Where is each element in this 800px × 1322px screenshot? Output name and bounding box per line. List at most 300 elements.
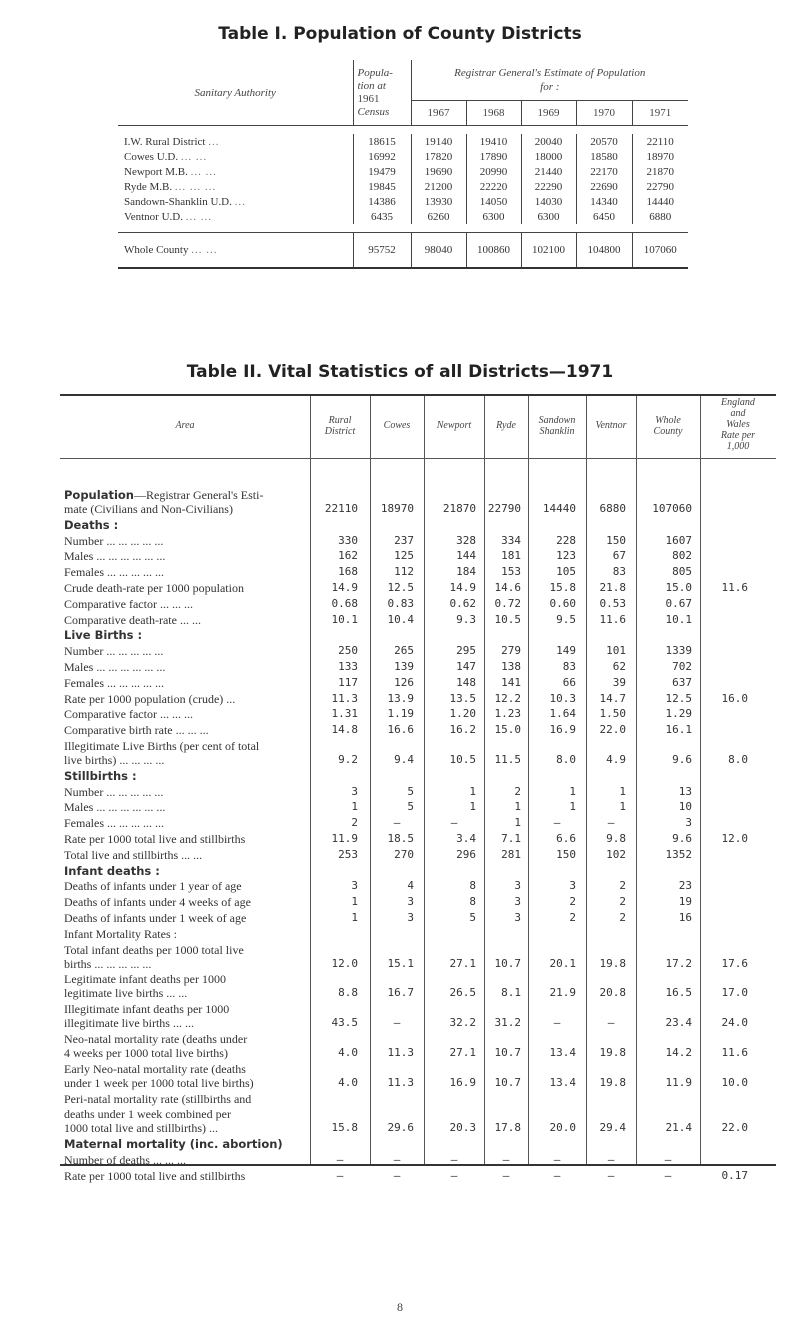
population-value: 14340 xyxy=(576,194,632,209)
cell-value: 295 xyxy=(456,644,476,658)
section-header xyxy=(60,864,776,878)
row-label: Rate per 1000 total live and stillbirths xyxy=(64,832,246,846)
cell-value: 126 xyxy=(394,675,414,689)
cell-value: 2 xyxy=(569,911,576,924)
table-row xyxy=(60,986,776,1000)
cell-value: 4.0 xyxy=(338,1046,358,1059)
cell-value: 101 xyxy=(606,644,626,658)
cell-value: 15.0 xyxy=(494,723,521,737)
cell-value: 32.2 xyxy=(449,1016,476,1030)
leader-dots: ... xyxy=(208,135,220,148)
cell-value: 138 xyxy=(501,660,521,673)
cell-value: 5 xyxy=(407,784,414,798)
cell-value: 11.3 xyxy=(387,1075,414,1089)
vital-statistics-table xyxy=(60,394,776,1183)
cell-value: — xyxy=(393,1153,401,1166)
table-row xyxy=(60,1169,776,1183)
cell-value: 1.23 xyxy=(494,707,521,721)
cell-value: 67 xyxy=(612,549,626,563)
table-row xyxy=(60,644,776,658)
cell-value: 1.64 xyxy=(549,707,576,721)
cell-value: 15.1 xyxy=(387,956,414,970)
cell-value: 112 xyxy=(394,565,414,579)
cell-value: 11.6 xyxy=(721,581,748,594)
population-value: 19845 xyxy=(353,179,411,194)
cell-value: 11.6 xyxy=(599,612,626,626)
cell-value: 1339 xyxy=(665,644,692,658)
cell-value: 26.5 xyxy=(449,986,476,1000)
table2-title: Table II. Vital Statistics of all Districts—1971 xyxy=(186,362,614,382)
cell-value: 1 xyxy=(351,800,358,814)
cell-value: 8.1 xyxy=(501,986,521,1000)
header-column-line: Ryde xyxy=(496,420,516,431)
table-row xyxy=(60,785,776,799)
population-value: 22290 xyxy=(521,179,576,194)
header-column-line: Newport xyxy=(436,420,472,431)
cell-value: 23 xyxy=(678,879,692,893)
cell-value: — xyxy=(502,1153,510,1166)
table-row xyxy=(60,911,776,925)
row-label: 4 weeks per 1000 total live births) xyxy=(64,1046,228,1060)
cell-value: 11.6 xyxy=(721,1046,748,1059)
table-row xyxy=(60,816,776,830)
cell-value: 21.4 xyxy=(665,1121,692,1135)
population-value: 104800 xyxy=(576,233,632,269)
population-value: 6300 xyxy=(521,209,576,224)
table-row xyxy=(60,1092,776,1106)
cell-value: 805 xyxy=(672,565,692,579)
cell-value: 253 xyxy=(338,847,358,861)
table-row xyxy=(60,1062,776,1076)
cell-value: — xyxy=(607,1153,615,1166)
cell-value: 125 xyxy=(394,549,414,563)
cell-value: 3 xyxy=(514,879,521,893)
population-value: 95752 xyxy=(353,233,411,269)
cell-value: 4 xyxy=(407,879,414,893)
cell-value: 1 xyxy=(619,800,626,814)
row-label: Infant Mortality Rates : xyxy=(64,926,177,941)
cell-value: — xyxy=(553,1153,561,1166)
cell-value: 2 xyxy=(514,784,521,798)
cell-value: 12.0 xyxy=(331,956,358,970)
page-number: 8 xyxy=(397,1300,403,1314)
cell-value: 105 xyxy=(556,565,576,579)
table-row xyxy=(60,488,776,502)
population-value: 14030 xyxy=(521,194,576,209)
table-row xyxy=(60,660,776,674)
population-value: 6260 xyxy=(411,209,466,224)
cell-value: 2 xyxy=(619,911,626,924)
cell-value: 10.1 xyxy=(665,612,692,626)
cell-value: 13.9 xyxy=(387,691,414,705)
authority-name: I.W. Rural District xyxy=(124,135,209,148)
row-label: Females ... ... ... ... ... xyxy=(64,675,164,690)
table-row xyxy=(60,927,776,941)
cell-value: 14.2 xyxy=(665,1046,692,1059)
table-row xyxy=(60,723,776,737)
table-row xyxy=(60,1046,776,1060)
cell-value: 14.7 xyxy=(599,691,626,705)
table-row xyxy=(60,1107,776,1121)
row-label: under 1 week per 1000 total live births) xyxy=(64,1075,254,1090)
population-value: 21440 xyxy=(521,164,576,179)
cell-value: 702 xyxy=(672,660,692,673)
cell-value: — xyxy=(450,1153,458,1166)
table-row xyxy=(60,832,776,846)
cell-value: — xyxy=(336,1153,344,1166)
authority-name: Ryde M.B. xyxy=(124,180,175,193)
cell-value: 8 xyxy=(469,879,476,893)
cell-value: 1607 xyxy=(665,533,692,547)
header-column-line: England xyxy=(721,397,755,408)
header-column-line: Whole xyxy=(655,415,681,426)
table1-title: Table I. Population of County Districts xyxy=(218,24,582,44)
cell-value: 11.3 xyxy=(387,1046,414,1059)
header-column-line: Sandown xyxy=(538,415,576,426)
cell-value: 1 xyxy=(619,784,626,798)
population-value: 6300 xyxy=(466,209,521,224)
table-row xyxy=(60,800,776,814)
cell-value: 11.9 xyxy=(665,1075,692,1089)
cell-value: 2 xyxy=(619,879,626,893)
cell-value: 16.7 xyxy=(387,986,414,1000)
cell-value: 637 xyxy=(672,675,692,689)
row-label: Neo-natal mortality rate (deaths under xyxy=(64,1032,248,1046)
header-year-1970: 1970 xyxy=(576,101,632,126)
header-column xyxy=(586,420,636,431)
cell-value: 16.0 xyxy=(721,691,748,705)
cell-value: 149 xyxy=(556,644,576,658)
row-label: mate (Civilians and Non-Civilians) xyxy=(64,502,233,516)
population-value: 18615 xyxy=(353,134,411,149)
cell-value: 66 xyxy=(562,675,576,689)
cell-value: 141 xyxy=(501,675,521,689)
cell-value: 133 xyxy=(338,660,358,673)
cell-value: 330 xyxy=(338,533,358,547)
table-row xyxy=(60,753,776,767)
cell-value: 279 xyxy=(501,644,521,658)
population-value: 14050 xyxy=(466,194,521,209)
header-area: Area xyxy=(175,420,195,431)
population-value: 22110 xyxy=(632,134,688,149)
row-label: Females ... ... ... ... ... xyxy=(64,565,164,580)
population-value: 22790 xyxy=(632,179,688,194)
cell-value: 16 xyxy=(678,911,692,924)
cell-value: 8.0 xyxy=(556,753,576,766)
table-row xyxy=(60,972,776,986)
cell-value: — xyxy=(502,1168,510,1182)
population-value: 17820 xyxy=(411,149,466,164)
cell-value: 16.2 xyxy=(449,723,476,737)
header-pop-line1: Popula- xyxy=(357,66,393,79)
cell-value: — xyxy=(553,1016,561,1030)
cell-value: 9.2 xyxy=(338,753,358,766)
cell-value: 0.67 xyxy=(665,596,692,610)
cell-value: 19.8 xyxy=(599,1075,626,1089)
cell-value: 4.0 xyxy=(338,1075,358,1089)
cell-value: 21.9 xyxy=(549,986,576,1000)
table-row xyxy=(60,692,776,706)
row-label: Females ... ... ... ... ... xyxy=(64,816,164,831)
population-value: 19140 xyxy=(411,134,466,149)
cell-value: 31.2 xyxy=(494,1016,521,1030)
cell-value: 802 xyxy=(672,549,692,563)
population-value: 16992 xyxy=(353,149,411,164)
header-column xyxy=(424,420,484,431)
row-label: Number ... ... ... ... ... xyxy=(64,533,164,548)
cell-value: — xyxy=(607,1168,615,1182)
leader-dots: ... ... xyxy=(185,210,212,223)
section-header xyxy=(60,628,776,642)
row-label: Total infant deaths per 1000 total live xyxy=(64,942,244,957)
cell-value: 1352 xyxy=(665,847,692,861)
cell-value: 22.0 xyxy=(721,1121,748,1135)
cell-value: 9.4 xyxy=(394,753,414,766)
cell-value: 9.3 xyxy=(456,612,476,626)
cell-value: 1 xyxy=(569,800,576,814)
cell-value: 3 xyxy=(514,895,521,909)
cell-value: 18.5 xyxy=(387,832,414,845)
authority-name: Newport M.B. xyxy=(124,165,191,178)
cell-value: 15.0 xyxy=(665,581,692,594)
table-row xyxy=(60,597,776,611)
cell-value: 11.5 xyxy=(494,753,521,766)
cell-value: 83 xyxy=(612,565,626,579)
header-estimate-line1: Registrar General's Estimate of Population xyxy=(454,67,646,79)
cell-value: 9.6 xyxy=(672,832,692,845)
leader-dots: ... ... xyxy=(190,165,217,178)
table-row xyxy=(60,1016,776,1030)
cell-value: — xyxy=(393,816,401,830)
cell-value: 16.1 xyxy=(665,723,692,737)
header-year-1967: 1967 xyxy=(411,101,466,126)
cell-value: 10.3 xyxy=(549,691,576,705)
header-year-1968: 1968 xyxy=(466,101,521,126)
cell-value: 0.60 xyxy=(549,596,576,610)
header-sanitary-authority: Sanitary Authority xyxy=(118,60,353,126)
cell-value: 7.1 xyxy=(501,832,521,845)
cell-value: 10.0 xyxy=(721,1075,748,1089)
row-label: births ... ... ... ... ... xyxy=(64,956,152,971)
row-authority-name xyxy=(118,149,353,164)
cell-value: 14.9 xyxy=(449,581,476,594)
header-pop-line3: 1961 xyxy=(357,92,380,105)
cell-value: 265 xyxy=(394,644,414,658)
cell-value: 1 xyxy=(514,816,521,830)
table-row xyxy=(60,1121,776,1135)
header-column xyxy=(636,415,700,437)
table-row xyxy=(118,179,688,194)
row-label: Deaths : xyxy=(64,517,119,532)
cell-value: 0.72 xyxy=(494,596,521,610)
row-label: Deaths of infants under 1 year of age xyxy=(64,879,242,894)
row-label: Rate per 1000 population (crude) ... xyxy=(64,691,236,706)
cell-value: 13 xyxy=(678,784,692,798)
cell-value: 17.8 xyxy=(494,1121,521,1135)
row-label: legitimate live births ... ... xyxy=(64,986,188,1001)
cell-value: 139 xyxy=(394,660,414,673)
cell-value: 10 xyxy=(678,800,692,814)
cell-value: 237 xyxy=(394,533,414,547)
row-label: Males ... ... ... ... ... ... xyxy=(64,800,166,815)
cell-value: 8.0 xyxy=(728,753,748,766)
cell-value: — xyxy=(450,816,458,830)
cell-value: 8 xyxy=(469,895,476,909)
table-row xyxy=(60,895,776,909)
cell-value: 281 xyxy=(501,847,521,861)
row-label: Comparative death-rate ... ... xyxy=(64,612,201,627)
cell-value: 147 xyxy=(456,660,476,673)
cell-value: 15.8 xyxy=(549,581,576,594)
cell-value: 102 xyxy=(606,847,626,861)
row-label: Deaths of infants under 4 weeks of age xyxy=(64,895,251,910)
cell-value: 14.9 xyxy=(331,581,358,594)
cell-value: 12.2 xyxy=(494,691,521,705)
cell-value: 24.0 xyxy=(721,1016,748,1030)
cell-value: 10.7 xyxy=(494,1075,521,1089)
population-value: 21200 xyxy=(411,179,466,194)
table-row xyxy=(118,164,688,179)
row-label: Males ... ... ... ... ... ... xyxy=(64,549,166,564)
population-value: 19690 xyxy=(411,164,466,179)
row-label: Number of deaths ... ... ... xyxy=(64,1153,186,1167)
header-pop-line2: tion at xyxy=(357,79,386,92)
cell-value: 1 xyxy=(514,800,521,814)
cell-value: 27.1 xyxy=(449,1046,476,1059)
cell-value: 8.8 xyxy=(338,986,358,1000)
cell-value: 107060 xyxy=(652,502,692,515)
row-label: Deaths of infants under 1 week of age xyxy=(64,911,247,925)
table-row xyxy=(60,676,776,690)
cell-value: 10.4 xyxy=(387,612,414,626)
cell-value: 16.9 xyxy=(549,723,576,737)
population-value: 14386 xyxy=(353,194,411,209)
header-column-line: Ventnor xyxy=(595,420,627,431)
authority-name: Cowes U.D. xyxy=(124,150,181,163)
header-pop-line4: Census xyxy=(357,105,390,118)
cell-value: 22110 xyxy=(324,502,358,515)
leader-dots: ... ... xyxy=(191,244,218,256)
leader-dots: ... ... ... xyxy=(174,180,217,193)
cell-value: — xyxy=(607,1016,615,1030)
header-year-1971: 1971 xyxy=(632,101,688,126)
cell-value: 20.3 xyxy=(449,1121,476,1135)
cell-value: 270 xyxy=(394,847,414,861)
cell-value: 5 xyxy=(407,800,414,814)
cell-value: 5 xyxy=(469,911,476,924)
cell-value: 0.17 xyxy=(721,1168,748,1182)
cell-value: 1 xyxy=(351,895,358,909)
table-row xyxy=(118,134,688,149)
cell-value: 23.4 xyxy=(665,1016,692,1030)
row-authority-name xyxy=(118,194,353,209)
table-row xyxy=(60,549,776,563)
population-value: 107060 xyxy=(632,233,688,269)
row-label: Live Births : xyxy=(64,628,143,643)
row-label: illegitimate live births ... ... xyxy=(64,1016,194,1031)
table-row xyxy=(60,1002,776,1016)
cell-value: 150 xyxy=(606,533,626,547)
row-label: Early Neo-natal mortality rate (deaths xyxy=(64,1061,246,1076)
cell-value: 13.5 xyxy=(449,691,476,705)
row-authority-name xyxy=(118,179,353,194)
header-column-line: Wales xyxy=(726,419,750,430)
cell-value: 11.9 xyxy=(331,832,358,845)
header-column-line: Cowes xyxy=(383,420,411,431)
population-value: 18000 xyxy=(521,149,576,164)
cell-value: 0.83 xyxy=(387,596,414,610)
cell-value: 4.9 xyxy=(606,753,626,766)
row-label: Stillbirths : xyxy=(64,768,137,783)
cell-value: 43.5 xyxy=(331,1016,358,1030)
cell-value: — xyxy=(393,1016,401,1030)
table-row xyxy=(60,1076,776,1090)
header-column-line: Shanklin xyxy=(539,426,575,437)
row-label: 1000 total live and stillbirths) ... xyxy=(64,1121,218,1136)
cell-value: 328 xyxy=(456,533,476,547)
header-column xyxy=(528,415,586,437)
table-row xyxy=(118,194,688,209)
cell-value: 11.3 xyxy=(331,691,358,705)
cell-value: 250 xyxy=(338,644,358,658)
cell-value: 1.31 xyxy=(331,707,358,721)
row-authority-name xyxy=(118,233,353,269)
cell-value: 10.1 xyxy=(331,612,358,626)
population-value: 17890 xyxy=(466,149,521,164)
authority-name: Ventnor U.D. xyxy=(124,210,186,223)
header-year-1969: 1969 xyxy=(521,101,576,126)
population-value: 22170 xyxy=(576,164,632,179)
cell-value: 10.7 xyxy=(494,1046,521,1059)
header-column-line: and xyxy=(730,408,746,419)
cell-value: 19 xyxy=(678,895,692,909)
cell-value: 3 xyxy=(514,911,521,924)
cell-value: 27.1 xyxy=(449,956,476,970)
cell-value: 1 xyxy=(569,784,576,798)
cell-value: 13.4 xyxy=(549,1046,576,1059)
cell-value: 62 xyxy=(612,660,626,673)
cell-value: 19.8 xyxy=(599,1046,626,1059)
cell-value: 6880 xyxy=(599,502,626,515)
population-value: 6435 xyxy=(353,209,411,224)
population-value: 18970 xyxy=(632,149,688,164)
header-column-line: County xyxy=(653,426,683,437)
cell-value: 29.4 xyxy=(599,1121,626,1135)
population-value: 20990 xyxy=(466,164,521,179)
cell-value: 16.5 xyxy=(665,986,692,1000)
table-row xyxy=(60,848,776,862)
row-label: Males ... ... ... ... ... ... xyxy=(64,660,166,674)
table-row xyxy=(60,879,776,893)
cell-value: 3 xyxy=(407,895,414,909)
cell-value: 20.0 xyxy=(549,1121,576,1135)
cell-value: 3.4 xyxy=(456,832,476,845)
cell-value: 12.5 xyxy=(665,691,692,705)
table-row xyxy=(60,739,776,753)
cell-value: 12.5 xyxy=(387,581,414,594)
row-label-rest: —Registrar General's Esti- xyxy=(133,488,264,502)
header-column-line: 1,000 xyxy=(726,441,750,452)
cell-value: 181 xyxy=(501,549,521,563)
row-label-bold: Population xyxy=(64,488,134,502)
cell-value: 17.6 xyxy=(721,956,748,970)
cell-value: 39 xyxy=(612,675,626,689)
table-row xyxy=(60,613,776,627)
cell-value: 334 xyxy=(501,533,521,547)
cell-value: 9.5 xyxy=(556,612,576,626)
cell-value: 148 xyxy=(456,675,476,689)
cell-value: 3 xyxy=(351,879,358,893)
